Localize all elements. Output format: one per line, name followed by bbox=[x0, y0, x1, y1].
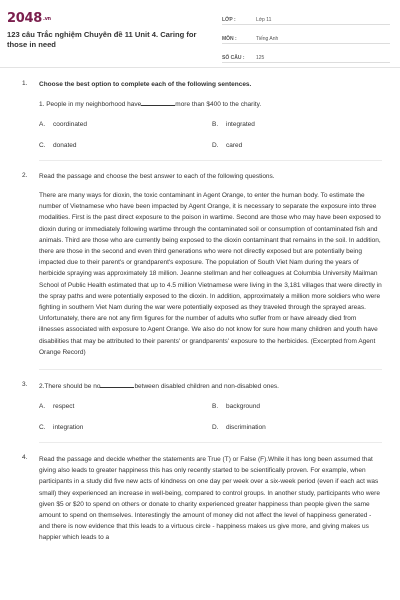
meta-row-subject bbox=[222, 30, 390, 44]
answer-options bbox=[39, 403, 382, 431]
question-instruction: Read the passage and choose the best answer to each of the following questions. bbox=[39, 173, 275, 180]
meta-row-grade bbox=[222, 11, 390, 25]
question-number: 2. bbox=[22, 172, 28, 179]
reading-passage: Read the passage and decide whether the statements are True (T) or False (F).While it has long been assumed that giving also leads to greater happiness this has only recently started to be scientifically proven. For example, when participants in a study did five new acts of kindness on one day per week over a six-week period (even if each act was small) they experienced an increase in well-being, compared to control groups. In another study, participants who were given $5 or $20 to spend on others or donate to charity experienced greater happiness than people given the same amount to spend on themselves. Interestingly the amount of money did not affect the level of happiness generated - and there is now evidence that this leads to a virtuous circle - happiness makes us give more, and giving makes us happier which leads to a bbox=[39, 456, 380, 542]
option-a[interactable]: A. respect bbox=[39, 403, 75, 411]
question-number: 3. bbox=[22, 381, 28, 389]
question-instruction: Choose the best option to complete each of the following sentences. bbox=[39, 81, 252, 88]
question-number: 4. bbox=[22, 454, 28, 462]
question-1 bbox=[0, 80, 400, 161]
question-list bbox=[0, 80, 400, 544]
question-divider bbox=[39, 442, 382, 443]
option-c[interactable]: C. integration bbox=[39, 424, 84, 432]
answer-blank bbox=[141, 99, 175, 106]
meta-value: 125 bbox=[256, 54, 265, 61]
document-title: 123 câu Trắc nghiệm Chuyên đề 11 Unit 4. Caring for those in need bbox=[7, 30, 197, 49]
meta-label: SỐ CÂU : bbox=[222, 54, 245, 61]
question-divider bbox=[39, 160, 382, 161]
meta-value: Tiếng Anh bbox=[256, 35, 279, 42]
question-4 bbox=[0, 454, 400, 544]
question-2 bbox=[0, 172, 400, 370]
question-number: 1. bbox=[22, 80, 28, 87]
meta-label: LỚP : bbox=[222, 16, 236, 23]
option-c[interactable]: C. donated bbox=[39, 142, 77, 149]
meta-box bbox=[222, 11, 390, 63]
question-sentence: 2.There should be no between disabled children and non-disabled ones. bbox=[39, 383, 279, 391]
logo-suffix: .vn bbox=[42, 15, 51, 22]
option-a[interactable]: A. coordinated bbox=[39, 121, 87, 128]
meta-label: MÔN : bbox=[222, 35, 237, 42]
answer-blank bbox=[100, 381, 134, 388]
option-b[interactable]: B. background bbox=[212, 403, 260, 411]
option-d[interactable]: D. discrimination bbox=[212, 424, 266, 432]
page-header bbox=[0, 0, 400, 62]
header-divider bbox=[0, 67, 400, 68]
site-logo[interactable]: 2048.vn bbox=[7, 11, 51, 26]
meta-value: Lớp 11 bbox=[256, 16, 272, 23]
option-d[interactable]: D. cared bbox=[212, 142, 243, 149]
question-sentence: 1. People in my neighborhood have more than $400 to the charity. bbox=[39, 101, 262, 108]
answer-options bbox=[39, 121, 382, 149]
meta-row-count bbox=[222, 49, 390, 63]
question-divider bbox=[39, 369, 382, 370]
reading-passage: There are many ways for dioxin, the toxic contaminant in Agent Orange, to enter the human body. To estimate the number of Vietnamese who have been impacted by Agent Orange, it is necessary to separate the exposure into three modalities. First is the past direct exposure to the poison in wartime. Second are those who may have been exposed to dioxin during or immediately following wartime through the contaminated soil or consumption of contaminated fish and animals. Third are those who are currently being exposed to the dioxin contaminant that remains in the soil. In addition, there are those in the second and even third generations who were not directly exposed but are potentially being impacted due to their parent's or grandparent's exposure. The population of South Viet Nam during the years of herbicide spraying was approximately 18 million. Jeanne stellman and her colleagues at Columbia University Mailman School of Public Health estimated that up to 4.5 million Vietnamese were living in the 3,181 villages that were directly in the spray paths and were potentially exposed to the dioxin. In addition, approximately a million more soldiers who were fighting in southern Viet Nam during the war were potentially exposed as they traveled through the sprayed areas. Unfortunately, there are not any firm figures for the number of adults who suffer from or have already died from illnesses associated with exposure to Agent Orange. We also do not know for sure how many children and youth have disabilities that may be attributed to their parents' or grandparents' exposure to the herbicides. (Excerpted from Agent Orange Record) bbox=[39, 192, 382, 356]
option-b[interactable]: B. integrated bbox=[212, 121, 255, 128]
question-3 bbox=[0, 381, 400, 443]
